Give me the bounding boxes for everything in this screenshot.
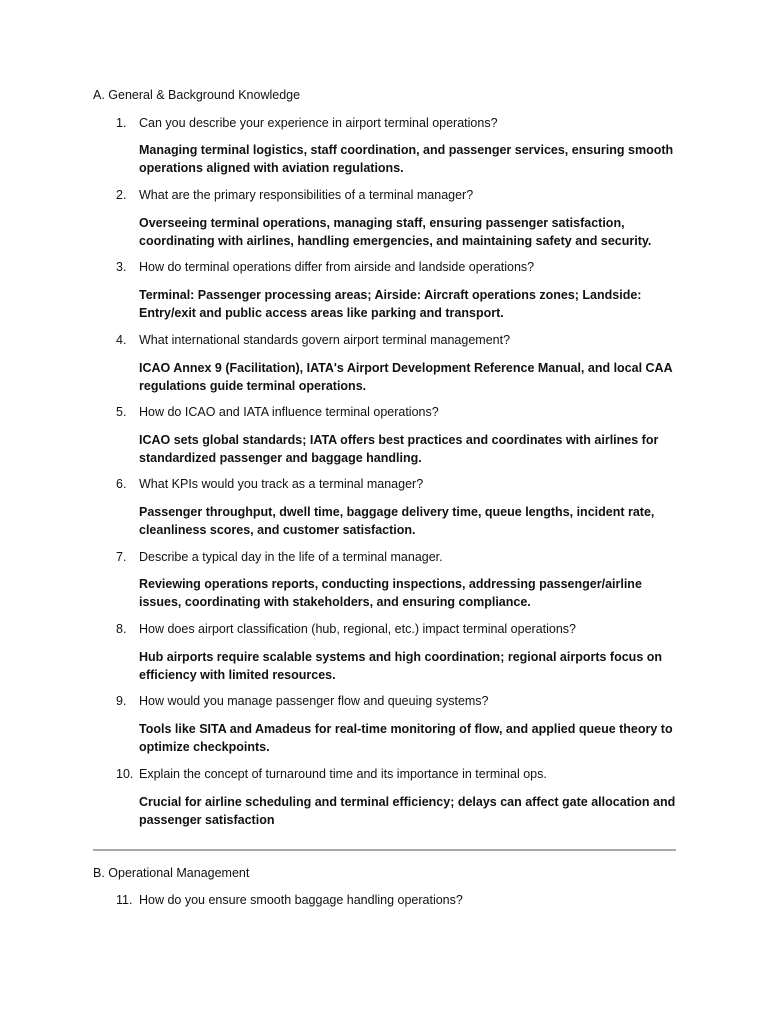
question-number: 8.	[116, 622, 127, 636]
question-number: 10.	[116, 767, 134, 781]
question-number: 6.	[116, 477, 127, 491]
question-text: Describe a typical day in the life of a terminal manager.	[139, 550, 443, 564]
question-text: How does airport classification (hub, regional, etc.) impact terminal operations?	[139, 622, 577, 636]
question-text: How would you manage passenger flow and queuing systems?	[139, 694, 489, 708]
question-text: What are the primary responsibilities of a terminal manager?	[139, 188, 474, 202]
answer-text-2: Overseeing terminal operations, managing staff, ensuring passenger satisfaction, coordinating with airlines, handling emergencies, and maintaining safety and security.	[139, 216, 652, 248]
question-text: How do you ensure smooth baggage handling operations?	[139, 893, 463, 907]
question-text: How do ICAO and IATA influence terminal operations?	[139, 405, 439, 419]
answer-text-8: Hub airports require scalable systems and high coordination; regional airports focus on efficiency with limited resources.	[139, 650, 663, 682]
question-text: Can you describe your experience in airport terminal operations?	[139, 116, 498, 130]
question-number: 11.	[116, 893, 133, 907]
section-heading-operational: B. Operational Management	[93, 866, 250, 880]
answer-text-1: Managing terminal logistics, staff coordination, and passenger services, ensuring smooth operations aligned with aviation regulations.	[139, 143, 674, 175]
answer-text-7: Reviewing operations reports, conducting inspections, addressing passenger/airline issues, coordinating with stakeholders, and ensuring compliance.	[139, 577, 642, 609]
question-number: 1.	[116, 116, 127, 130]
question-text: What international standards govern airport terminal management?	[139, 333, 511, 347]
question-text: Explain the concept of turnaround time and its importance in terminal ops.	[139, 767, 547, 781]
answer-text-10: Crucial for airline scheduling and terminal efficiency; delays can affect gate allocation and passenger satisfaction	[139, 795, 676, 827]
question-number: 4.	[116, 333, 127, 347]
answer-text-3: Terminal: Passenger processing areas; Airside: Aircraft operations zones; Landside: Entry/exit and public access areas like parking and transport.	[139, 288, 642, 320]
question-number: 5.	[116, 405, 127, 419]
question-text: How do terminal operations differ from airside and landside operations?	[139, 260, 535, 274]
question-number: 9.	[116, 694, 127, 708]
question-number: 2.	[116, 188, 127, 202]
section-divider	[93, 849, 676, 851]
question-number: 7.	[116, 550, 127, 564]
answer-text-5: ICAO sets global standards; IATA offers best practices and coordinates with airlines for standardized passenger and baggage handling.	[139, 433, 659, 465]
section-heading-general: A. General & Background Knowledge	[93, 88, 301, 102]
question-text: What KPIs would you track as a terminal manager?	[139, 477, 424, 491]
answer-text-4: ICAO Annex 9 (Facilitation), IATA's Airport Development Reference Manual, and local CAA regulations guide terminal operations.	[139, 361, 673, 393]
answer-text-6: Passenger throughput, dwell time, baggage delivery time, queue lengths, incident rate, cleanliness scores, and customer satisfaction.	[139, 505, 655, 537]
answer-text-9: Tools like SITA and Amadeus for real-time monitoring of flow, and applied queue theory to optimize checkpoints.	[139, 722, 673, 754]
question-number: 3.	[116, 260, 127, 274]
